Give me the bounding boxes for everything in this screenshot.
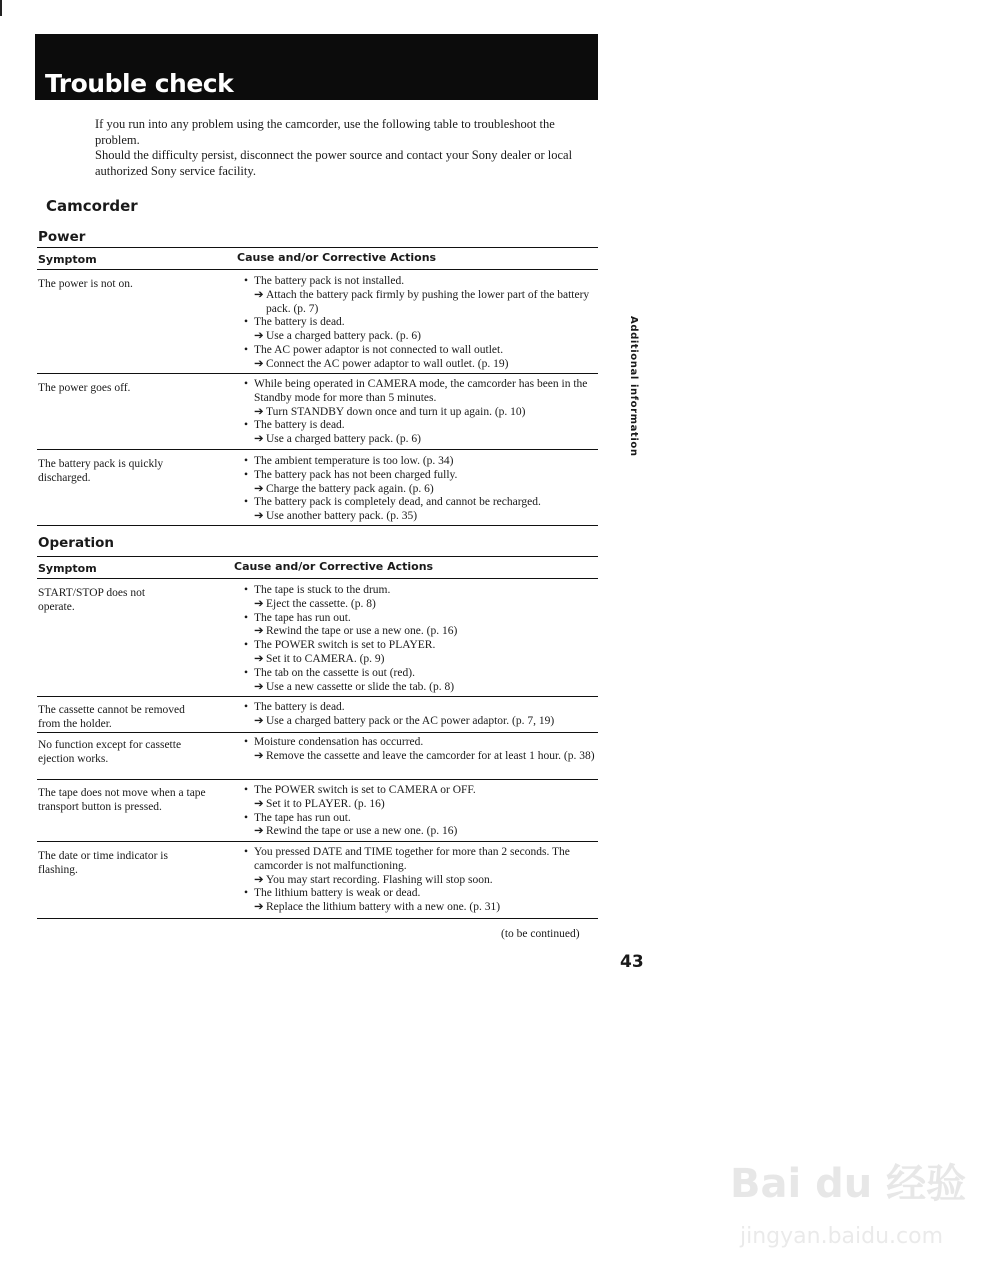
corrective-action: ➔ Use a charged battery pack or the AC power adaptor. (p. 7, 19) [254,714,555,727]
arrow-right-icon: ➔ [254,825,264,838]
operation-heading: Operation [38,535,115,551]
corrective-action: ➔ Turn STANDBY down once and turn it up again. (p. 10) [254,405,526,418]
cause-item: • Moisture condensation has occurred. ➔ Remove the cassette and leave the camcorder for at least 1 hour. (p. 38) [244,736,600,764]
cause-item: • You pressed DATE and TIME together for more than 2 seconds. The camcorder is not malfunctioning. ➔ You may start recording. Flashing will stop soon. [244,846,600,887]
operation-row-3-causes [244,736,600,764]
cause-item: • The battery pack is not installed. ➔ Attach the battery pack firmly by pushing the lower part of the battery pack. (p. 7) [244,275,600,316]
cause-item: • The tape has run out. ➔ Rewind the tape or use a new one. (p. 16) [244,812,600,840]
operation-top-rule [37,556,598,557]
arrow-right-icon: ➔ [254,482,264,495]
power-header-rule [37,269,598,270]
corrective-action: ➔ Eject the cassette. (p. 8) [254,597,376,610]
arrow-right-icon: ➔ [254,433,264,446]
page-title: Trouble check [45,69,234,98]
cause-item: • While being operated in CAMERA mode, the camcorder has been in the Standby mode for more than 5 minutes. ➔ Turn STANDBY down once and turn it up again. (p. 10) [244,378,600,419]
power-row-3-symptom: The battery pack is quickly discharged. [38,458,164,484]
operation-col-symptom: Symptom [38,562,97,575]
power-heading: Power [38,229,86,245]
watermark-url: jingyan.baidu.com [740,1224,944,1249]
operation-row-4-causes [244,784,600,839]
cause-item: • The battery pack is completely dead, and cannot be recharged. ➔ Use another battery pack. (p. 35) [244,496,600,524]
corrective-action: ➔ Replace the lithium battery with a new one. (p. 31) [254,901,501,914]
arrow-right-icon: ➔ [254,625,264,638]
corrective-action: ➔ Charge the battery pack again. (p. 6) [254,482,434,495]
corrective-action: ➔ Use a new cassette or slide the tab. (p. 8) [254,680,455,693]
cause-item: • The ambient temperature is too low. (p. 34) [244,455,600,469]
operation-row-1-causes [244,584,600,694]
arrow-right-icon: ➔ [254,749,264,762]
row-divider [37,525,598,526]
power-row-1-symptom: The power is not on. [38,278,133,290]
cause-item: • The battery is dead. ➔ Use a charged battery pack or the AC power adaptor. (p. 7, 19) [244,701,600,729]
corrective-action: ➔ Attach the battery pack firmly by pushing the lower part of the battery pack. (p. 7) [254,288,590,315]
title-band [35,34,598,100]
cause-item: • The tape is stuck to the drum. ➔ Eject the cassette. (p. 8) [244,584,600,612]
arrow-right-icon: ➔ [254,714,264,727]
operation-row-3-symptom: No function except for cassette ejection works. [38,739,182,765]
row-divider [37,696,598,697]
operation-col-cause: Cause and/or Corrective Actions [234,560,434,573]
corrective-action: ➔ Set it to CAMERA. (p. 9) [254,652,385,665]
operation-header-rule [37,578,598,579]
power-col-symptom: Symptom [38,253,97,266]
intro-paragraph-2: Should the difficulty persist, disconnect the power source and contact your Sony dealer or local authorized Sony service facility. [95,148,573,178]
arrow-right-icon: ➔ [254,901,264,914]
power-row-2-causes [244,378,600,447]
continued-note: (to be continued) [501,928,580,940]
corrective-action: ➔ Use a charged battery pack. (p. 6) [254,433,421,446]
section-title: Camcorder [46,197,138,215]
corrective-action: ➔ Use a charged battery pack. (p. 6) [254,330,421,343]
cause-item: • The AC power adaptor is not connected to wall outlet. ➔ Connect the AC power adaptor to wall outlet. (p. 19) [244,344,600,372]
arrow-right-icon: ➔ [254,652,264,665]
arrow-right-icon: ➔ [254,680,264,693]
arrow-right-icon: ➔ [254,797,264,810]
arrow-right-icon: ➔ [254,357,264,370]
intro-paragraph-1: If you run into any problem using the camcorder, use the following table to troubleshoot the problem. [95,117,555,147]
arrow-right-icon: ➔ [254,288,264,301]
arrow-right-icon: ➔ [254,873,264,886]
watermark-logo: Bai du 经验 [730,1161,967,1207]
cause-item: • The tab on the cassette is out (red). ➔ Use a new cassette or slide the tab. (p. 8) [244,667,600,695]
operation-row-2-symptom: The cassette cannot be removed from the holder. [38,704,185,730]
cause-item: • The battery is dead. ➔ Use a charged battery pack. (p. 6) [244,419,600,447]
power-row-1-causes [244,275,600,372]
power-row-3-causes [244,455,600,524]
arrow-right-icon: ➔ [254,405,264,418]
row-divider [37,918,598,919]
row-divider [37,841,598,842]
arrow-right-icon: ➔ [254,330,264,343]
cause-item: • The lithium battery is weak or dead. ➔ Replace the lithium battery with a new one. (p. 31) [244,887,600,915]
watermark [730,1152,970,1272]
cause-item: • The battery pack has not been charged fully. ➔ Charge the battery pack again. (p. 6) [244,469,600,497]
operation-row-4-symptom: The tape does not move when a tape transport button is pressed. [38,787,206,813]
cause-item: • The POWER switch is set to CAMERA or OFF. ➔ Set it to PLAYER. (p. 16) [244,784,600,812]
operation-row-5-symptom: The date or time indicator is flashing. [38,850,168,876]
scan-edge-mark [0,0,2,16]
operation-row-5-causes [244,846,600,915]
cause-item: • The battery is dead. ➔ Use a charged battery pack. (p. 6) [244,316,600,344]
corrective-action: ➔ Use another battery pack. (p. 35) [254,510,418,523]
arrow-right-icon: ➔ [254,510,264,523]
intro-text [95,117,600,179]
corrective-action: ➔ Set it to PLAYER. (p. 16) [254,797,385,810]
corrective-action: ➔ Remove the cassette and leave the camcorder for at least 1 hour. (p. 38) [254,749,595,762]
side-tab-label: Additional information [628,316,639,457]
page-number: 43 [620,952,644,972]
corrective-action: ➔ Rewind the tape or use a new one. (p. 16) [254,825,458,838]
operation-row-1-symptom: START/STOP does not operate. [38,587,146,613]
power-col-cause: Cause and/or Corrective Actions [237,251,437,264]
cause-item: • The POWER switch is set to PLAYER. ➔ Set it to CAMERA. (p. 9) [244,639,600,667]
row-divider [37,449,598,450]
corrective-action: ➔ You may start recording. Flashing will stop soon. [254,873,493,886]
arrow-right-icon: ➔ [254,597,264,610]
corrective-action: ➔ Connect the AC power adaptor to wall outlet. (p. 19) [254,357,509,370]
operation-row-2-causes [244,701,600,729]
corrective-action: ➔ Rewind the tape or use a new one. (p. 16) [254,625,458,638]
row-divider [37,373,598,374]
row-divider [37,732,598,733]
power-row-2-symptom: The power goes off. [38,382,131,394]
row-divider [37,779,598,780]
power-top-rule [37,247,598,248]
cause-item: • The tape has run out. ➔ Rewind the tape or use a new one. (p. 16) [244,612,600,640]
